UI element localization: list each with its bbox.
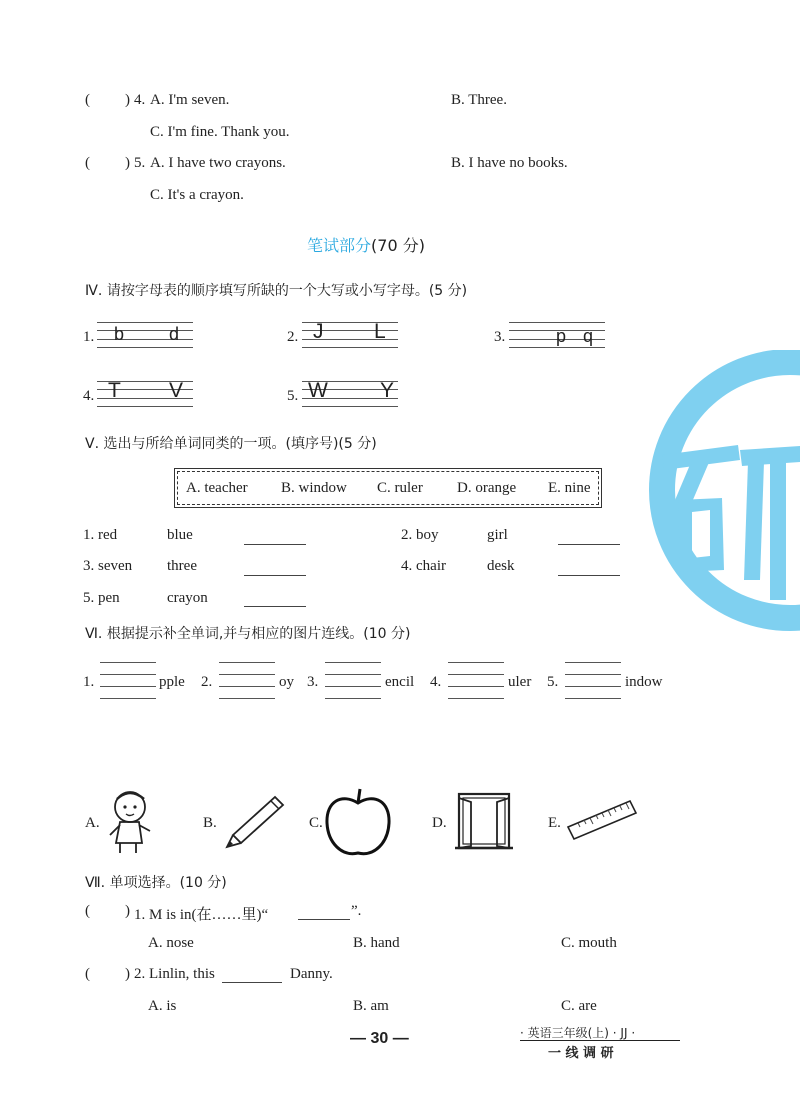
s5-row1-word: 1. red [83, 527, 118, 543]
q4-paren-open: ( [85, 92, 90, 108]
q5-option-c: C. It's a crayon. [150, 187, 244, 203]
s4-item4-number: 4. [83, 388, 95, 404]
q4-option-c: C. I'm fine. Thank you. [150, 124, 290, 140]
q4-number: 4. [134, 92, 146, 108]
section-6-title: Ⅵ. 根据提示补全单词,并与相应的图片连线。(10 分) [85, 626, 411, 642]
pic-c-label: C. [309, 815, 323, 831]
s4-item2-letter1: J [313, 320, 324, 343]
window-picture[interactable] [453, 790, 515, 852]
s7-q2-option-b: B. am [353, 998, 389, 1014]
ruler-picture[interactable] [566, 797, 638, 841]
s6-item5-number: 5. [547, 674, 559, 690]
s4-item1-letter1: b [114, 324, 125, 344]
q5-number: 5. [134, 155, 146, 171]
s5-row3-given: three [167, 558, 197, 574]
s4-item1-lines[interactable] [97, 322, 193, 348]
pic-b-label: B. [203, 815, 217, 831]
s7-q2-end: Danny. [290, 966, 333, 982]
footer-series: 一 线 调 研 [548, 1046, 614, 1061]
s7-q2-stem: 2. Linlin, this [134, 966, 215, 982]
q5-option-b: B. I have no books. [451, 155, 568, 171]
s5-row1-given: blue [167, 527, 193, 543]
s6-item5-lines[interactable] [565, 662, 621, 698]
s7-q1-option-a: A. nose [148, 935, 194, 951]
pic-a-label: A. [85, 815, 100, 831]
word-bank-option-b: B. window [281, 480, 347, 496]
s7-q2-option-a: A. is [148, 998, 177, 1014]
page-number: — 30 — [350, 1030, 409, 1047]
s6-item3-lines[interactable] [325, 662, 381, 698]
boy-picture[interactable] [102, 785, 160, 857]
q4-option-b: B. Three. [451, 92, 507, 108]
s6-item1-number: 1. [83, 674, 95, 690]
s4-item2-number: 2. [287, 329, 299, 345]
s5-row4-given: desk [487, 558, 515, 574]
s6-item2-lines[interactable] [219, 662, 275, 698]
s6-item2-number: 2. [201, 674, 213, 690]
q4-option-a: A. I'm seven. [150, 92, 230, 108]
s5-row4-blank[interactable] [558, 575, 620, 576]
s4-item4-lines[interactable] [97, 381, 193, 407]
s4-item4-letter2: V [169, 379, 184, 402]
section-4-title: Ⅳ. 请按字母表的顺序填写所缺的一个大写或小写字母。(5 分) [85, 283, 468, 299]
written-part-title [307, 233, 425, 256]
s4-item3-letter2: q [583, 326, 594, 346]
s7-q2-paren-open: ( [85, 966, 90, 982]
s6-item1-lines[interactable] [100, 662, 156, 698]
footer-divider [520, 1040, 680, 1041]
s6-item4-lines[interactable] [448, 662, 504, 698]
q5-paren-close: ) [125, 155, 130, 171]
q5-option-a: A. I have two crayons. [150, 155, 286, 171]
s7-q1-stem: 1. M is in(在……里)“ [134, 907, 269, 923]
s7-q1-end: ”. [351, 903, 362, 919]
s7-q1-blank[interactable] [298, 919, 350, 920]
s5-row2-given: girl [487, 527, 508, 543]
s4-item5-lines[interactable] [302, 381, 398, 407]
q5-paren-open: ( [85, 155, 90, 171]
s6-item2-suffix: oy [279, 674, 294, 690]
s5-row2-blank[interactable] [558, 544, 620, 545]
s6-item4-suffix: uler [508, 674, 532, 690]
section-5-title: Ⅴ. 选出与所给单词同类的一项。(填序号)(5 分) [85, 436, 377, 452]
s4-item3-lines[interactable] [509, 322, 605, 348]
s4-item5-letter2: Y [380, 379, 395, 402]
s4-item3-number: 3. [494, 329, 506, 345]
s4-item1-letter2: d [169, 324, 180, 344]
s5-row5-given: crayon [167, 590, 208, 606]
footer-book: · 英语三年级(上) · JJ · [520, 1026, 636, 1040]
s5-row5-word: 5. pen [83, 590, 120, 606]
s7-q1-option-c: C. mouth [561, 935, 617, 951]
pencil-picture[interactable] [223, 793, 287, 849]
written-score: (70 分) [371, 236, 425, 255]
word-bank-option-d: D. orange [457, 480, 517, 496]
s4-item4-letter1: T [108, 379, 121, 402]
apple-picture[interactable] [322, 785, 394, 859]
q4-paren-close: ) [125, 92, 130, 108]
s7-q1-paren-close: ) [125, 903, 130, 919]
pic-d-label: D. [432, 815, 447, 831]
s5-row3-blank[interactable] [244, 575, 306, 576]
s5-row1-blank[interactable] [244, 544, 306, 545]
s5-row3-word: 3. seven [83, 558, 133, 574]
s7-q2-paren-close: ) [125, 966, 130, 982]
s7-q1-paren-open: ( [85, 903, 90, 919]
written-title-text: 笔试部分 [307, 236, 372, 255]
s6-item3-suffix: encil [385, 674, 415, 690]
s6-item1-suffix: pple [159, 674, 185, 690]
s6-item4-number: 4. [430, 674, 442, 690]
word-bank-option-e: E. nine [548, 480, 591, 496]
s6-item5-suffix: indow [625, 674, 663, 690]
s5-row5-blank[interactable] [244, 606, 306, 607]
s5-row4-word: 4. chair [401, 558, 446, 574]
word-bank-option-a: A. teacher [186, 480, 248, 496]
s7-q1-option-b: B. hand [353, 935, 400, 951]
s7-q2-blank[interactable] [222, 982, 282, 983]
section-7-title: Ⅶ. 单项选择。(10 分) [85, 875, 227, 891]
s6-item3-number: 3. [307, 674, 319, 690]
s4-item5-number: 5. [287, 388, 299, 404]
word-bank-option-c: C. ruler [377, 480, 423, 496]
seal-watermark [620, 350, 800, 650]
s4-item2-letter2: L [374, 320, 386, 343]
s4-item3-letter1: p [556, 326, 567, 346]
s4-item1-number: 1. [83, 329, 95, 345]
s5-row2-word: 2. boy [401, 527, 439, 543]
s7-q2-option-c: C. are [561, 998, 597, 1014]
pic-e-label: E. [548, 815, 561, 831]
s4-item2-lines[interactable] [302, 322, 398, 348]
s4-item5-letter1: W [308, 379, 328, 402]
